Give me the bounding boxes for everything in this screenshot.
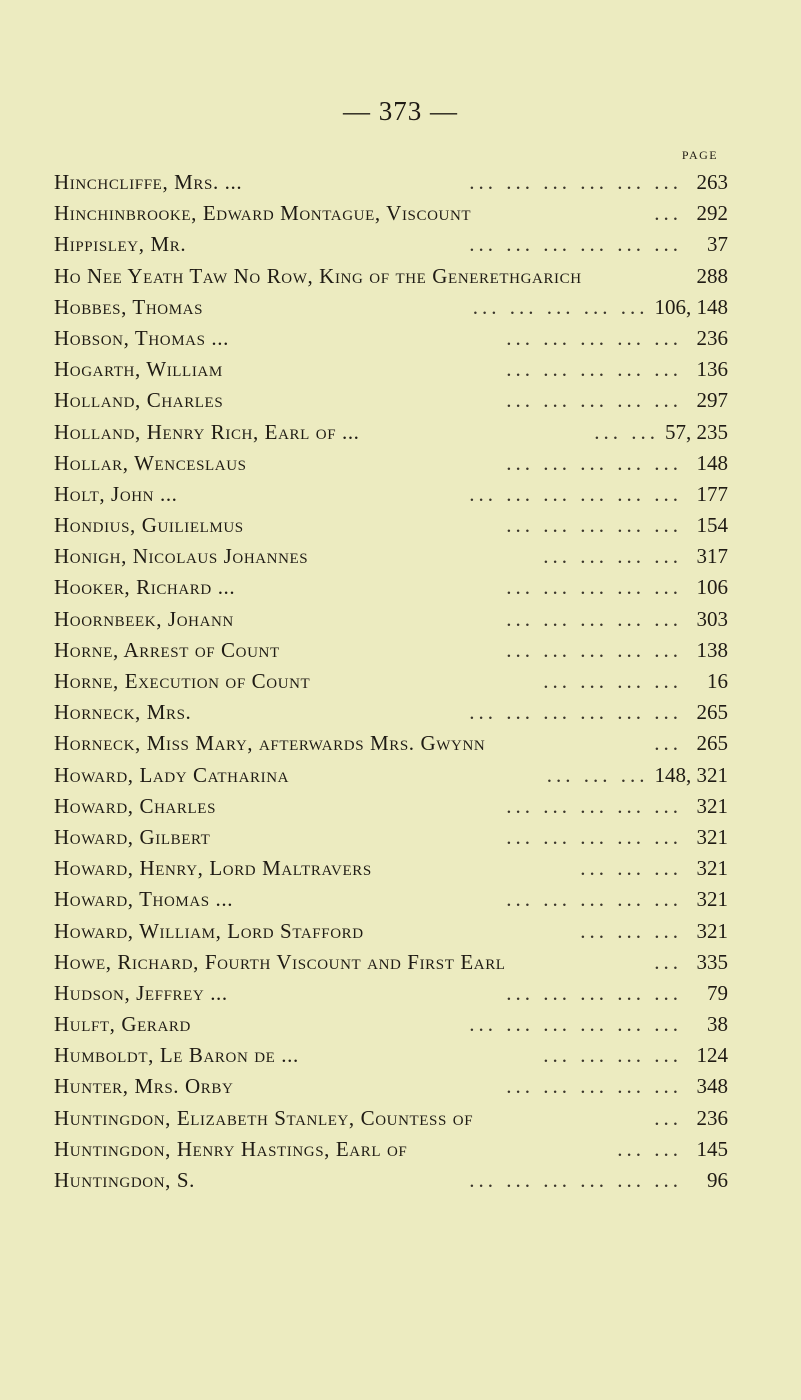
dot-leader: ... ... ... ... ... (506, 637, 682, 662)
entry-page: 321 (696, 918, 728, 943)
dot-leader: ... ... ... ... ... ... (469, 1168, 682, 1192)
dot-leader: ... ... ... ... ... (506, 513, 682, 538)
dot-leader: ... ... ... ... ... (472, 294, 649, 319)
entry-name: Honigh, Nicolaus Johannes (54, 544, 309, 569)
index-entry (54, 292, 728, 323)
entry-page: 106 (696, 575, 728, 600)
entry-page: 177 (696, 481, 728, 506)
dot-leader: ... ... (617, 1136, 682, 1161)
entry-page: 16 (707, 669, 728, 693)
index-entry (54, 884, 728, 915)
entry-name: Hogarth, William (54, 357, 223, 382)
dot-leader: ... ... ... ... ... (506, 1074, 682, 1099)
entry-page: 124 (696, 1043, 728, 1068)
dot-leader: ... ... ... ... ... (506, 887, 682, 912)
entry-name: Hobson, Thomas ... (54, 325, 229, 350)
entry-page: 321 (696, 793, 728, 818)
dot-leader: ... ... (594, 419, 659, 444)
entry-name: Howe, Richard, Fourth Viscount and First Earl (54, 949, 506, 974)
index-entry (54, 978, 728, 1009)
entry-name: Hollar, Wenceslaus (54, 450, 247, 475)
dot-leader: ... (654, 731, 682, 756)
index-entry (54, 1009, 728, 1040)
entry-page: 263 (696, 170, 728, 194)
dot-leader: ... ... ... ... ... ... (469, 700, 682, 725)
entry-page: 236 (696, 325, 728, 350)
entry-page: 148, 321 (654, 762, 728, 787)
entry-name: Howard, William, Lord Stafford (54, 918, 364, 943)
entry-name: Hooker, Richard ... (54, 575, 236, 600)
entry-name: Hippisley, Mr. (54, 232, 187, 257)
entry-name: Howard, Lady Catharina (54, 762, 290, 787)
entry-page: 321 (696, 887, 728, 912)
entry-page: 292 (696, 201, 728, 226)
entry-name: Hondius, Guilielmus (54, 513, 244, 538)
entry-name: Horne, Execution of Count (54, 669, 311, 693)
dot-leader: ... ... ... (546, 762, 649, 787)
index-entry (54, 947, 728, 978)
entry-page: 145 (696, 1136, 728, 1161)
index-entry (54, 666, 728, 697)
index-entries (54, 167, 728, 1196)
index-entry (54, 728, 728, 759)
index-entry (54, 261, 728, 292)
entry-page: 303 (696, 606, 728, 631)
dot-leader: ... ... ... (580, 918, 682, 943)
dot-leader: ... ... ... ... ... (506, 325, 682, 350)
entry-name: Ho Nee Yeath Taw No Row, King of the Generethgarich (54, 263, 582, 288)
entry-name: Huntingdon, Henry Hastings, Earl of (54, 1136, 408, 1161)
entry-name: Horneck, Mrs. (54, 700, 192, 725)
entry-name: Holland, Charles (54, 388, 224, 413)
page-number: — 373 — (343, 96, 458, 126)
entry-page: 297 (696, 388, 728, 413)
entry-page: 265 (696, 700, 728, 725)
dot-leader: ... ... ... ... (543, 544, 682, 569)
entry-page: 136 (696, 357, 728, 382)
entry-name: Hinchcliffe, Mrs. ... (54, 170, 243, 194)
entry-name: Holt, John ... (54, 481, 178, 506)
index-entry (54, 791, 728, 822)
entry-name: Hudson, Jeffrey ... (54, 980, 228, 1005)
entry-page: 57, 235 (665, 419, 728, 444)
dot-leader: ... ... ... ... ... (506, 450, 682, 475)
index-entry (54, 354, 728, 385)
index-entry (54, 1134, 728, 1165)
entry-name: Howard, Gilbert (54, 824, 211, 849)
index-entry (54, 479, 728, 510)
index-entry (54, 1040, 728, 1071)
index-entry (54, 1071, 728, 1102)
entry-name: Howard, Charles (54, 793, 217, 818)
dot-leader: ... ... ... ... ... (506, 575, 682, 600)
entry-name: Huntingdon, Elizabeth Stanley, Countess of (54, 1105, 474, 1130)
index-entry (54, 323, 728, 354)
index-entry (54, 822, 728, 853)
entry-page: 148 (696, 450, 728, 475)
entry-page: 265 (696, 731, 728, 756)
dot-leader: ... ... ... ... ... (506, 824, 682, 849)
entry-name: Huntingdon, S. (54, 1168, 195, 1192)
dot-leader: ... ... ... ... ... ... (469, 481, 682, 506)
entry-page: 79 (707, 980, 728, 1005)
index-entry (54, 853, 728, 884)
entry-page: 288 (696, 263, 728, 288)
dot-leader: ... ... ... ... ... (506, 357, 682, 382)
entry-page: 321 (696, 824, 728, 849)
dot-leader: ... ... ... ... (543, 669, 682, 693)
dot-leader: ... (654, 1105, 682, 1130)
index-entry (54, 167, 728, 198)
entry-name: Horneck, Miss Mary, afterwards Mrs. Gwynn (54, 731, 486, 756)
entry-page: 236 (696, 1105, 728, 1130)
entry-name: Hulft, Gerard (54, 1012, 191, 1037)
entry-name: Horne, Arrest of Count (54, 637, 280, 662)
dot-leader: ... (654, 201, 682, 226)
dot-leader: ... ... ... ... ... (506, 980, 682, 1005)
index-entry (54, 1103, 728, 1134)
index-entry (54, 760, 728, 791)
index-entry (54, 697, 728, 728)
entry-name: Hobbes, Thomas (54, 294, 204, 319)
dot-leader: ... ... ... (580, 856, 682, 881)
entry-name: Hinchinbrooke, Edward Montague, Viscount (54, 201, 472, 226)
entry-page: 38 (707, 1012, 728, 1037)
index-entry (54, 916, 728, 947)
entry-page: 154 (696, 513, 728, 538)
index-entry (54, 1165, 728, 1196)
entry-page: 348 (696, 1074, 728, 1099)
index-entry (54, 385, 728, 416)
index-entry (54, 541, 728, 572)
entry-name: Howard, Thomas ... (54, 887, 234, 912)
entry-name: Humboldt, Le Baron de ... (54, 1043, 299, 1068)
index-entry (54, 635, 728, 666)
index-entry (54, 417, 728, 448)
index-entry (54, 229, 728, 260)
entry-page: 335 (696, 949, 728, 974)
index-entry (54, 448, 728, 479)
entry-name: Hunter, Mrs. Orby (54, 1074, 234, 1099)
dot-leader: ... ... ... ... ... ... (469, 232, 682, 257)
dot-leader: ... ... ... ... ... ... (469, 1012, 682, 1037)
entry-page: 317 (696, 544, 728, 569)
dot-leader: ... ... ... ... (543, 1043, 682, 1068)
entry-page: 96 (707, 1168, 728, 1192)
entry-page: 37 (707, 232, 728, 257)
index-entry (54, 510, 728, 541)
entry-name: Howard, Henry, Lord Maltravers (54, 856, 372, 881)
index-entry (54, 604, 728, 635)
index-entry (54, 198, 728, 229)
dot-leader: ... (654, 949, 682, 974)
entry-page: 138 (696, 637, 728, 662)
dot-leader: ... ... ... ... ... (506, 793, 682, 818)
entry-name: Holland, Henry Rich, Earl of ... (54, 419, 360, 444)
dot-leader: ... ... ... ... ... (506, 388, 682, 413)
entry-page: 106, 148 (654, 294, 728, 319)
dot-leader: ... ... ... ... ... (506, 606, 682, 631)
dot-leader: ... ... ... ... ... ... (469, 170, 682, 194)
index-entry (54, 572, 728, 603)
entry-name: Hoornbeek, Johann (54, 606, 234, 631)
page-column-label: PAGE (681, 148, 719, 162)
entry-page: 321 (696, 856, 728, 881)
